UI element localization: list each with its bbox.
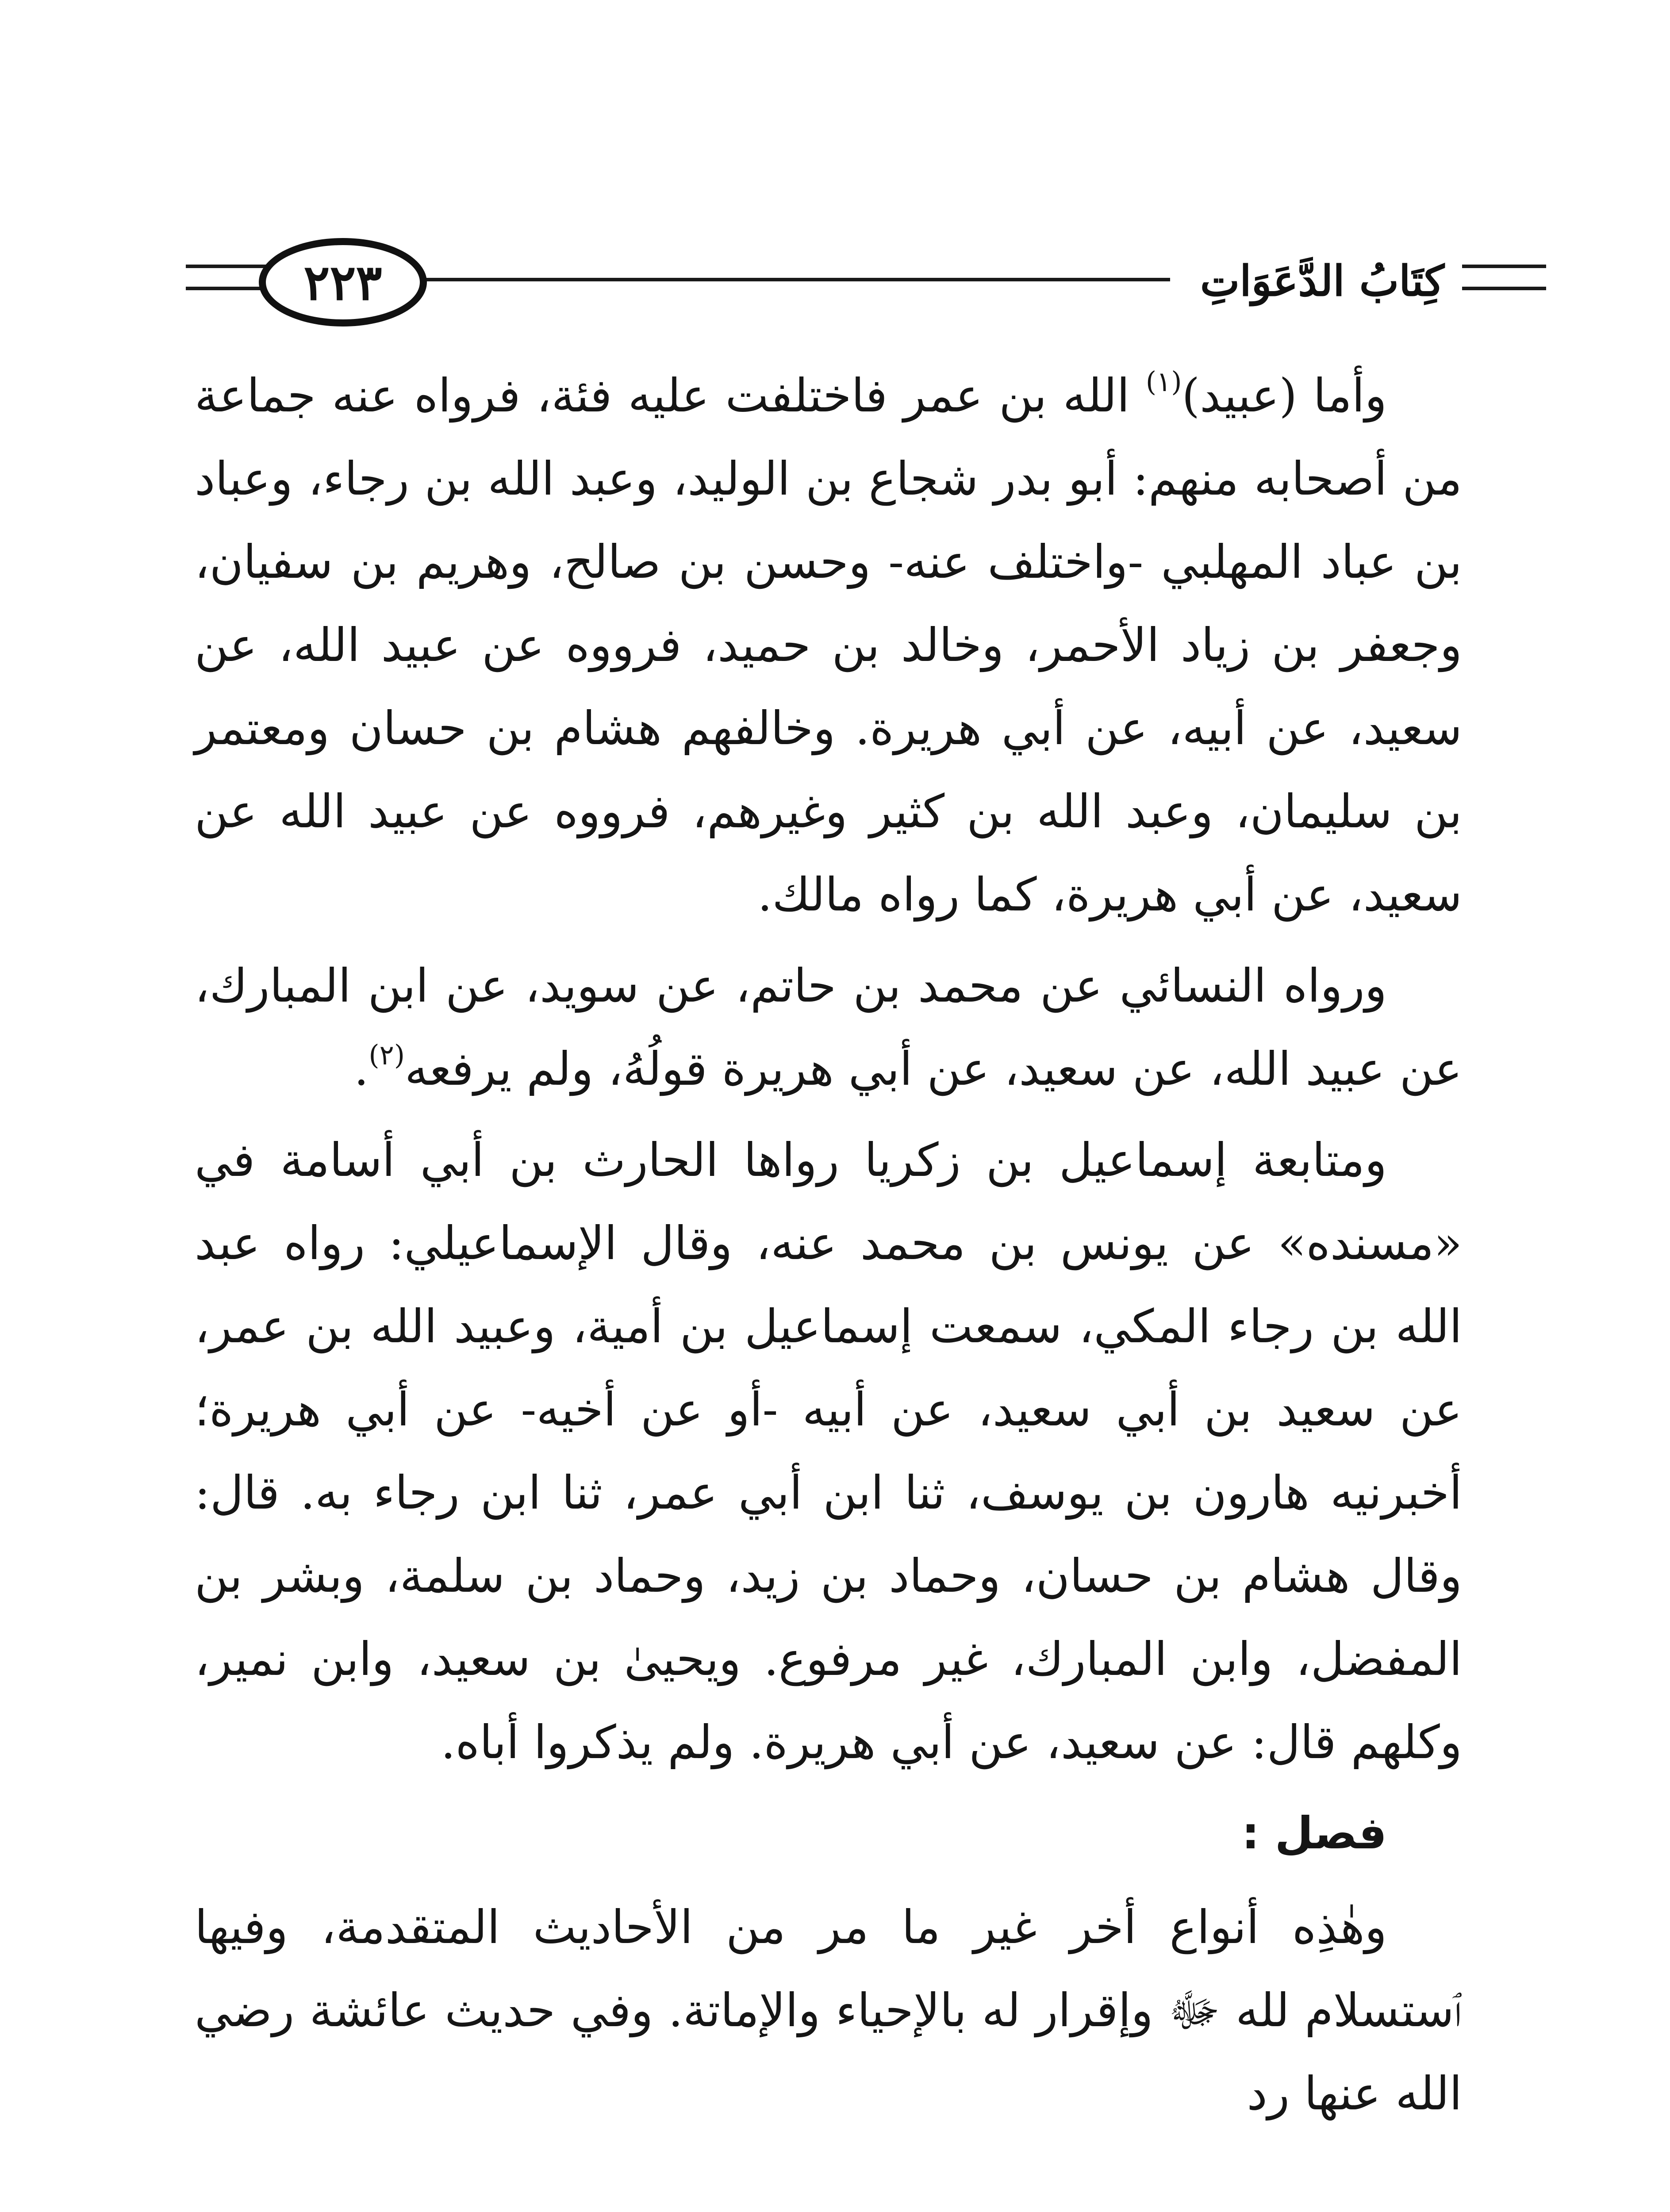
paragraph-3: ومتابعة إسماعيل بن زكريا رواها الحارث بن أبي أسامة في «مسنده» عن يونس بن محمد عنه، وقال الإسماعيلي: رواه عبد الله بن رجاء المكي، سمعت إسماعيل بن أمية، وعبيد الله بن عمر، عن سعيد بن أبي سعيد، عن أبيه -أو عن أخيه- عن أبي هريرة؛ أخبرنيه هارون بن يوسف، ثنا ابن أبي عمر، ثنا ابن رجاء به. قال: وقال هشام بن حسان، وحماد بن زيد، وحماد بن سلمة، وبشر بن المفضل، وابن المبارك، غير مرفوع. ويحيىٰ بن سعيد، وابن نمير، وكلهم قال: عن سعيد، عن أبي هريرة. ولم يذكروا أباه. [195,1133,1462,1769]
page-number: ٢٢٣ [303,253,382,311]
page-header [186,230,1546,336]
paragraph-2-start: ورواه النسائي عن محمد بن حاتم، عن سويد، عن ابن المبارك، عن عبيد الله، عن سعيد، عن أبي هريرة قولُهُ، ولم يرفعه [195,959,1462,1096]
header-rule-right-bottom [1462,287,1546,290]
section-heading: فصل : [1241,1807,1387,1859]
paragraph-1-start: وأما (عبيد) [1182,369,1387,422]
paragraph-4: وهٰذِه أنواع أخر غير ما مر من الأحاديث المتقدمة، وفيها ٱستسلام لله ﷻ وإقرار له بالإحياء والإماتة. وفي حديث عائشة رضي الله عنها رد [195,1900,1462,2120]
footnote-ref-1: (١) [1145,365,1182,398]
paragraph-1-rest: الله بن عمر فاختلفت عليه فئة، فرواه عنه جماعة من أصحابه منهم: أبو بدر شجاع بن الوليد، وعبد الله بن رجاء، وعباد بن عباد المهلبي -واختلف عنه- وحسن بن صالح، وهريم بن سفيان، وجعفر بن زياد الأحمر، وخالد بن حميد، فرووه عن عبيد الله، عن سعيد، عن أبيه، عن أبي هريرة. وخالفهم هشام بن حسان ومعتمر بن سليمان، وعبد الله بن كثير وغيرهم، فرووه عن عبيد الله عن سعيد، عن أبي هريرة، كما رواه مالك. [195,369,1462,922]
page-number-badge [259,238,427,326]
header-rule-middle [407,278,1170,281]
paragraph-2 [195,944,1462,1110]
main-text [195,354,1462,2143]
header-rule-right-top [1462,265,1546,268]
book-title: كِتَابُ الدَّعَوَاتِ [1200,257,1444,306]
footnote-ref-2: (٢) [369,1039,405,1071]
paragraph-2-end: . [354,1042,369,1096]
paragraph-1 [195,354,1462,936]
